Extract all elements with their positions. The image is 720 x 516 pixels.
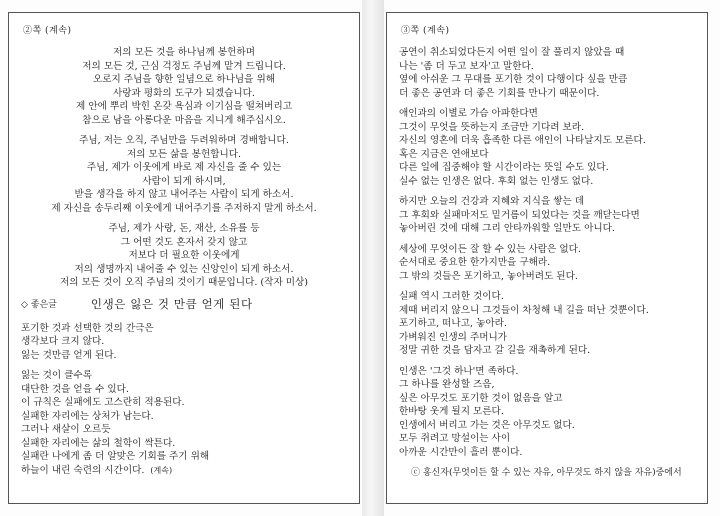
- text-line: 사랑과 평화의 도구가 되겠습니다.: [113, 87, 255, 99]
- left-page-header: ②쪽 (계속): [23, 26, 72, 36]
- text-line: 인생은 '그것 하나'면 족하다.: [399, 365, 519, 377]
- text-line: 저의 모든 것을 하나님께 봉헌하며: [113, 47, 255, 58]
- text-line: 세상에 무엇이든 잘 할 수 있는 사람은 없다.: [399, 243, 581, 255]
- text-line: 실패 역시 그러한 것이다.: [399, 291, 504, 302]
- text-line: 싶은 아무것도 포기한 것이 없음을 알고: [399, 392, 563, 404]
- text-line: 그러나 새살이 오르듯: [21, 424, 111, 435]
- text-line: 실패한 자리에는 상처가 남는다.: [21, 410, 154, 422]
- text-line: 오로지 주님을 향한 일념으로 하나님을 위해: [92, 74, 276, 85]
- text-line: 잃는 것만큼 얻게 된다.: [21, 349, 117, 361]
- text-line: 이 규칙은 실패에도 고스란히 적용된다.: [21, 397, 185, 408]
- text-line: 저보다 더 필요한 이웃에게: [128, 250, 240, 261]
- text-line: 저의 모든 삶을 봉헌합니다.: [126, 148, 242, 160]
- text-line: 생각보다 크지 않다.: [21, 336, 105, 347]
- text-line: 그 후회와 실패마저도 밑거름이 되었다는 것을 깨닫는다면: [399, 209, 640, 221]
- text-line: 저의 모든 것, 근심 걱정도 주님께 맡겨 드립니다.: [82, 60, 286, 72]
- text-line-content: 하늘이 내린 숙련의 시간이다.: [21, 464, 145, 476]
- text-line: 더 좋은 공연과 더 좋은 기회를 만나기 때문이다.: [399, 87, 600, 99]
- text-line: 자신의 영혼에 더욱 흡족한 다른 애인이 나타날지도 모른다.: [399, 135, 646, 146]
- text-line: 공연이 취소되었다든지 어떤 일이 잘 풀리지 않았을 때: [399, 47, 625, 58]
- text-line: 잃는 것이 클수록: [21, 370, 92, 381]
- text-line: 애인과의 이별로 가슴 아파한다면: [399, 108, 538, 119]
- text-line: 다른 일에 집중해야 할 시간이라는 뜻일 수도 있다.: [399, 162, 609, 173]
- text-line: 제 자신을 송두리째 이웃에게 내어주기를 주저하지 말게 하소서.: [51, 202, 317, 214]
- essay-text-right: [397, 46, 697, 459]
- text-line: 한바탕 웃게 될지 모른다.: [399, 406, 504, 417]
- text-line: 저의 모든 것이 오직 주님의 것이기 때문입니다. (작자 미상): [59, 277, 309, 288]
- text-line: 받을 생각을 하지 않고 내어주는 사람이 되게 하소서.: [74, 189, 294, 200]
- section-label: ◇ 좋은글: [21, 300, 57, 310]
- text-line: 참으로 남을 아롱다운 마음을 지니게 해주십시오.: [82, 114, 286, 126]
- source-citation: ⓒ 홍신자(무엇이든 할 수 있는 자유, 아무것도 하지 않을 자유)중에서: [411, 468, 682, 478]
- text-line: 놓아버린 것에 대해 그리 안타까워할 일만도 아니다.: [399, 223, 615, 234]
- text-line: [21, 464, 349, 478]
- text-line: 나는 '좀 더 두고 보자'고 말한다.: [399, 60, 534, 72]
- text-line: 주님, 저는 오직, 주님만을 두려워하며 경배합니다.: [79, 135, 289, 146]
- text-line: 하지만 오늘의 건강과 지혜와 지식을 쌓는 데: [399, 196, 585, 207]
- right-page-header: ③쪽 (계속): [401, 26, 450, 36]
- text-line: 순서대로 중요한 한가지만을 구해라.: [399, 257, 551, 268]
- continued-note: (계속): [150, 465, 173, 475]
- text-line: 저의 생명까지 내어줄 수 있는 신앙인이 되게 하소서.: [74, 263, 294, 275]
- text-line: 정말 귀한 것을 담자고 갈 길을 재촉하게 된다.: [399, 345, 591, 356]
- text-line: 실패한 자리에는 삶의 철학이 싹튼다.: [21, 437, 176, 449]
- section-heading: [21, 296, 349, 312]
- text-line: 포기하고, 떠나고, 놓아라.: [399, 318, 507, 329]
- text-line: 주님, 제가 사랑, 돈, 재산, 소유를 등: [108, 223, 260, 234]
- text-line: 제 안에 뿌리 박힌 온갖 욕심과 이기심을 떨쳐버리고: [76, 101, 292, 112]
- text-line: 그 밖의 것들은 포기하고, 놓아버려도 된다.: [399, 270, 578, 282]
- text-line: 포기한 것과 선택한 것의 간극은: [21, 322, 154, 334]
- text-line: 제때 버리지 않으니 그것들이 차청해 내 길을 떠난 것뿐이다.: [399, 304, 649, 316]
- text-line: 모두 쥐려고 망설이는 사이: [399, 433, 511, 444]
- left-page: [8, 12, 360, 504]
- text-line: 그 어떤 것도 혼자서 갖지 않고: [120, 236, 248, 248]
- text-line: 혹은 지금은 연애보다: [399, 148, 489, 160]
- section-title: 인생은 잃은 것 만큼 얻게 된다: [90, 296, 253, 311]
- prayer-text: [19, 46, 349, 290]
- text-line: 인생에서 버리고 가는 것은 아무것도 없다.: [399, 419, 575, 431]
- book-gutter: [362, 0, 384, 516]
- text-line: 가벼워진 인생의 주머니가: [399, 331, 508, 343]
- right-page: [386, 12, 708, 504]
- text-line: 실패란 나에게 좀 더 알맞은 기회를 주기 위해: [21, 451, 210, 462]
- text-line: 옆에 아쉬운 그 무대를 포기한 것이 다행이다 싶을 만큼: [399, 74, 628, 85]
- text-line: 그 하나를 완성할 즈음,: [399, 379, 495, 390]
- text-line: 실수 없는 인생은 없다. 후회 없는 인생도 없다.: [399, 175, 594, 187]
- text-line: 그것이 무엇을 뜻하는지 조금만 기다려 보라.: [399, 121, 585, 133]
- text-line: 사람이 되게 하시며,: [142, 175, 226, 187]
- essay-text-left: [19, 322, 349, 478]
- text-line: 주님, 제가 이웃에게 바로 제 자신을 줄 수 있는: [86, 162, 282, 173]
- text-line: 아까운 시간만이 흘러 뿐이다.: [399, 446, 523, 458]
- text-line: 대단한 것을 얻을 수 있다.: [21, 383, 129, 395]
